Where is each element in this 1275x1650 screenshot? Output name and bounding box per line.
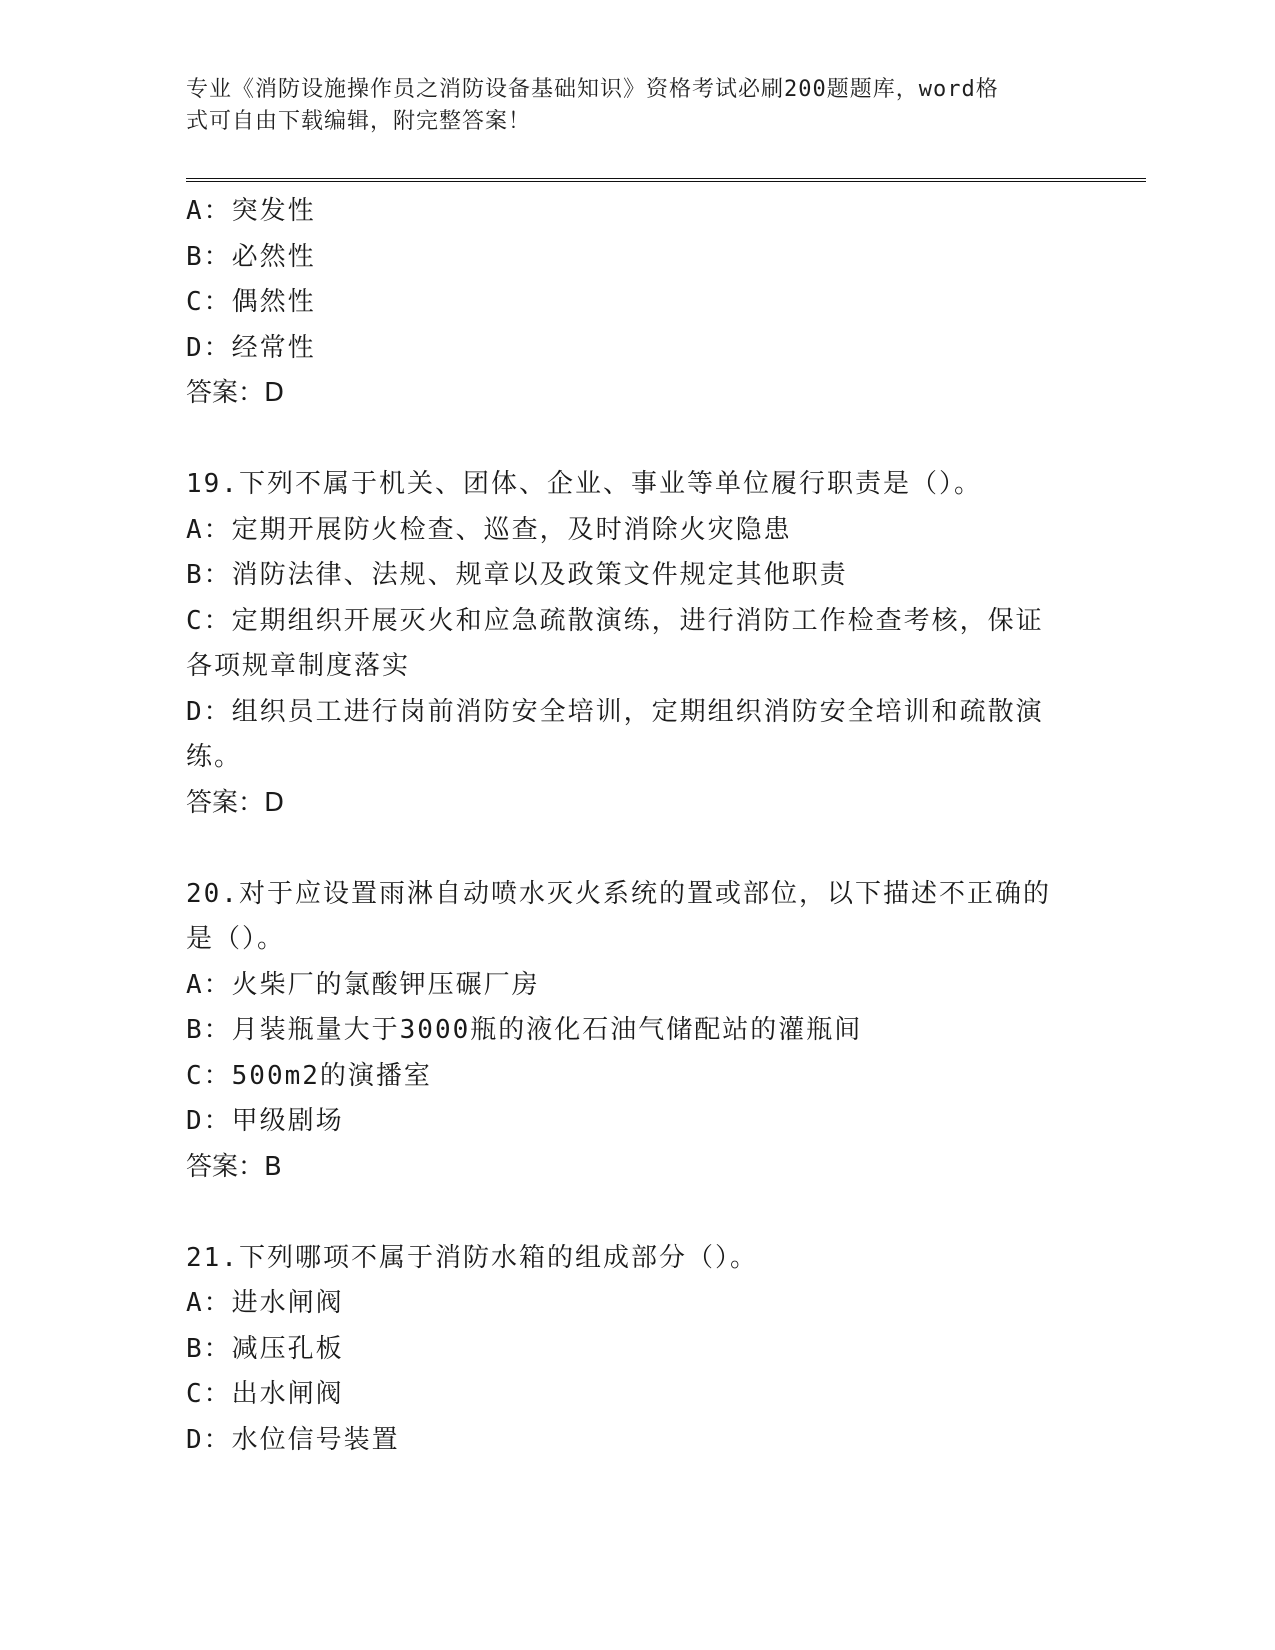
answer: 答案：D [186, 787, 285, 818]
document-page [186, 0, 1146, 1650]
option-a: A：进水闸阀 [186, 1288, 344, 1318]
option-c: C：500m2的演播室 [186, 1060, 432, 1091]
question-stem: 21.下列哪项不属于消防水箱的组成部分（）。 [186, 1242, 758, 1273]
option-b: B：必然性 [186, 241, 316, 272]
answer: 答案：B [186, 1151, 282, 1182]
question-18 [186, 189, 1066, 417]
spacer [186, 1190, 1066, 1236]
question-stem: 20.对于应设置雨淋自动喷水灭火系统的置或部位，以下描述不正确的 [186, 878, 1051, 909]
option-a: A：火柴厂的氯酸钾压碾厂房 [186, 969, 540, 1000]
question-stem: 19.下列不属于机关、团体、企业、事业等单位履行职责是（）。 [186, 469, 982, 499]
question-20 [186, 872, 1066, 1191]
option-b: B：减压孔板 [186, 1333, 344, 1364]
document-header [186, 74, 1056, 138]
question-stem-continued: 是（）。 [186, 924, 286, 954]
option-c: C：定期组织开展灭火和应急疏散演练，进行消防工作检查考核，保证 [186, 605, 1044, 636]
option-c: C：出水闸阀 [186, 1379, 344, 1409]
header-divider [186, 178, 1146, 182]
question-19 [186, 462, 1066, 826]
spacer [186, 417, 1066, 463]
option-d: D：组织员工进行岗前消防安全培训，定期组织消防安全培训和疏散演 [186, 696, 1044, 727]
question-list [186, 189, 1066, 1463]
option-d: D：水位信号装置 [186, 1424, 400, 1455]
option-c: C：偶然性 [186, 287, 316, 317]
question-21 [186, 1236, 1066, 1464]
option-b: B：月装瓶量大于3000瓶的液化石油气储配站的灌瓶间 [186, 1015, 863, 1045]
answer: 答案：D [186, 378, 285, 408]
option-c-continued: 各项规章制度落实 [186, 651, 411, 681]
option-a: A：突发性 [186, 196, 316, 226]
spacer [186, 826, 1066, 872]
option-a: A：定期开展防火检查、巡查，及时消除火灾隐患 [186, 514, 792, 545]
header-line-1: 专业《消防设施操作员之消防设备基础知识》资格考试必刷200题题库，word格 [186, 77, 999, 102]
option-b: B：消防法律、法规、规章以及政策文件规定其他职责 [186, 560, 848, 590]
option-d: D：经常性 [186, 332, 316, 363]
option-d-continued: 练。 [186, 742, 243, 772]
option-d: D：甲级剧场 [186, 1106, 344, 1136]
header-line-2: 式可自由下载编辑，附完整答案！ [186, 109, 532, 134]
